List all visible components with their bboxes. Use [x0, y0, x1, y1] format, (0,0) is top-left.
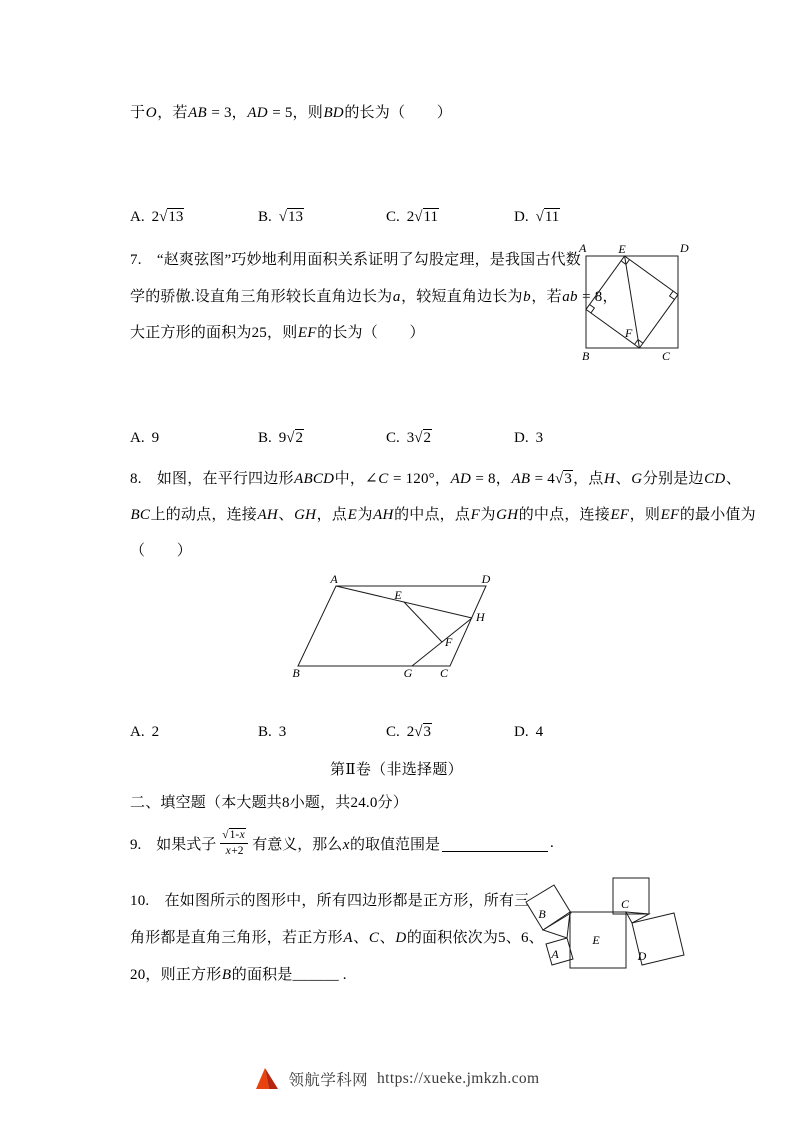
square-A	[546, 938, 573, 965]
fig7-label-b: B	[582, 349, 590, 363]
parallelogram-ABCD	[298, 586, 486, 666]
fraction-denominator: x+2	[225, 844, 244, 857]
option-label: B.	[258, 724, 272, 740]
parallelogram-diagram	[290, 574, 500, 678]
q10-stem-line-3: 20，则正方形B的面积是______ .	[130, 967, 347, 983]
q7-stem-line-1: 7. “赵爽弦图”巧妙地利用面积关系证明了勾股定理，是我国古代数	[130, 252, 581, 268]
fraction-numerator: √1-x	[220, 828, 248, 844]
option-value: 9√2	[278, 430, 303, 446]
option-label: C.	[386, 724, 400, 740]
option-label: B.	[258, 209, 272, 225]
option-value: 2	[151, 724, 160, 740]
squares-and-triangles-diagram	[520, 874, 700, 1002]
q6-option-c	[386, 209, 514, 226]
q9-stem-row	[130, 828, 554, 859]
option-value: 2√13	[151, 209, 184, 225]
square-B	[526, 885, 571, 930]
q7-option-d	[514, 430, 642, 447]
fig8-label-c: C	[439, 666, 449, 678]
fig7-label-e: E	[618, 242, 626, 256]
q9-period: .	[549, 834, 554, 851]
fig8-label-a: A	[330, 574, 338, 586]
option-label: A.	[130, 430, 145, 446]
zhao-shuang-diagram	[578, 240, 694, 364]
q10-stem-line-1: 10. 在如图所示的图形中，所有四边形都是正方形，所有三	[130, 893, 530, 909]
q8-options-row	[130, 724, 642, 741]
option-value: 2√11	[406, 209, 438, 225]
option-label: C.	[386, 430, 400, 446]
option-value: √13	[278, 209, 303, 225]
fig10-label-b: B	[538, 907, 546, 921]
fig10-label-a: A	[551, 947, 559, 961]
option-value: 2√3	[406, 724, 431, 740]
xueke-logo-icon	[254, 1066, 280, 1092]
fig10-label-c: C	[620, 897, 630, 911]
option-value: 4	[535, 724, 544, 740]
q7-chord-diagram-figure	[578, 240, 694, 364]
fig7-label-f: F	[625, 326, 633, 340]
fig10-label-d: D	[637, 949, 647, 963]
fig8-label-g: G	[403, 666, 413, 678]
q8-option-c	[386, 724, 514, 741]
fig10-label-e: E	[592, 933, 600, 947]
option-value: √11	[535, 209, 560, 225]
section-2-title: 第Ⅱ卷（非选择题）	[330, 762, 463, 778]
q7-stem-line-3: 大正方形的面积为25，则EF的长为（ ）	[130, 325, 425, 341]
q7-options-row	[130, 430, 642, 447]
fig8-label-b: B	[292, 666, 300, 678]
q10-squares-figure	[520, 874, 700, 1002]
q7-option-c	[386, 430, 514, 447]
fill-in-section-header: 二、填空题（本大题共8小题，共24.0分）	[130, 795, 408, 811]
q8-option-a	[130, 724, 258, 741]
square-C	[613, 878, 649, 914]
q8-stem-line-2: BC上的动点，连接AH、GH，点E为AH的中点，点F为GH的中点，连接EF，则EF的最小值为	[130, 507, 756, 523]
fig8-label-f: F	[445, 635, 453, 649]
segment-EF	[404, 602, 442, 642]
option-label: D.	[514, 209, 529, 225]
option-label: D.	[514, 430, 529, 446]
q8-parallelogram-figure	[290, 574, 500, 678]
q8-option-d	[514, 724, 642, 741]
footer-site-url: https://xueke.jmkzh.com	[377, 1070, 540, 1087]
fig7-label-d: D	[680, 241, 689, 255]
q8-option-b	[258, 724, 386, 741]
fig8-label-h: H	[476, 610, 485, 624]
q9-suffix: 有意义，那么x的取值范围是	[252, 836, 440, 853]
option-label: D.	[514, 724, 529, 740]
q9-fraction	[220, 828, 248, 859]
option-value: 3	[535, 430, 544, 446]
q8-stem-line-1: 8. 如图，在平行四边形ABCD中，∠C = 120°，AD = 8，AB = 4√3，点H、G分别是边CD、	[130, 471, 742, 487]
q6-option-b	[258, 209, 386, 226]
q7-stem-line-2: 学的骄傲.设直角三角形较长直角边长为a，较短直角边长为b，若ab = 8，	[130, 289, 618, 305]
right-angle-mark	[670, 291, 675, 299]
right-angle-mark	[590, 305, 595, 313]
fig7-label-a: A	[579, 241, 587, 255]
q6-stem-continued: 于O，若AB = 3，AD = 5，则BD的长为（ ）	[130, 105, 452, 121]
footer-watermark	[0, 1066, 793, 1092]
option-label: C.	[386, 209, 400, 225]
q6-option-d	[514, 209, 642, 226]
q8-stem-line-3: （ ）	[130, 543, 193, 559]
option-value: 3	[278, 724, 287, 740]
q10-stem-line-2: 角形都是直角三角形，若正方形A、C、D的面积依次为5、6、	[130, 930, 544, 946]
q6-options-row	[130, 209, 642, 226]
q6-option-a	[130, 209, 258, 226]
fig8-label-e: E	[394, 588, 402, 602]
q9-prefix: 9. 如果式子	[130, 836, 217, 853]
option-label: A.	[130, 724, 145, 740]
option-value: 9	[151, 430, 160, 446]
footer-site-name: 领航学科网	[288, 1072, 369, 1089]
fig8-label-d: D	[481, 574, 491, 586]
q7-option-b	[258, 430, 386, 447]
q9-answer-blank	[442, 834, 548, 852]
option-label: B.	[258, 430, 272, 446]
fig7-label-c: C	[662, 349, 671, 363]
option-value: 3√2	[406, 430, 431, 446]
option-label: A.	[130, 209, 145, 225]
q7-option-a	[130, 430, 258, 447]
